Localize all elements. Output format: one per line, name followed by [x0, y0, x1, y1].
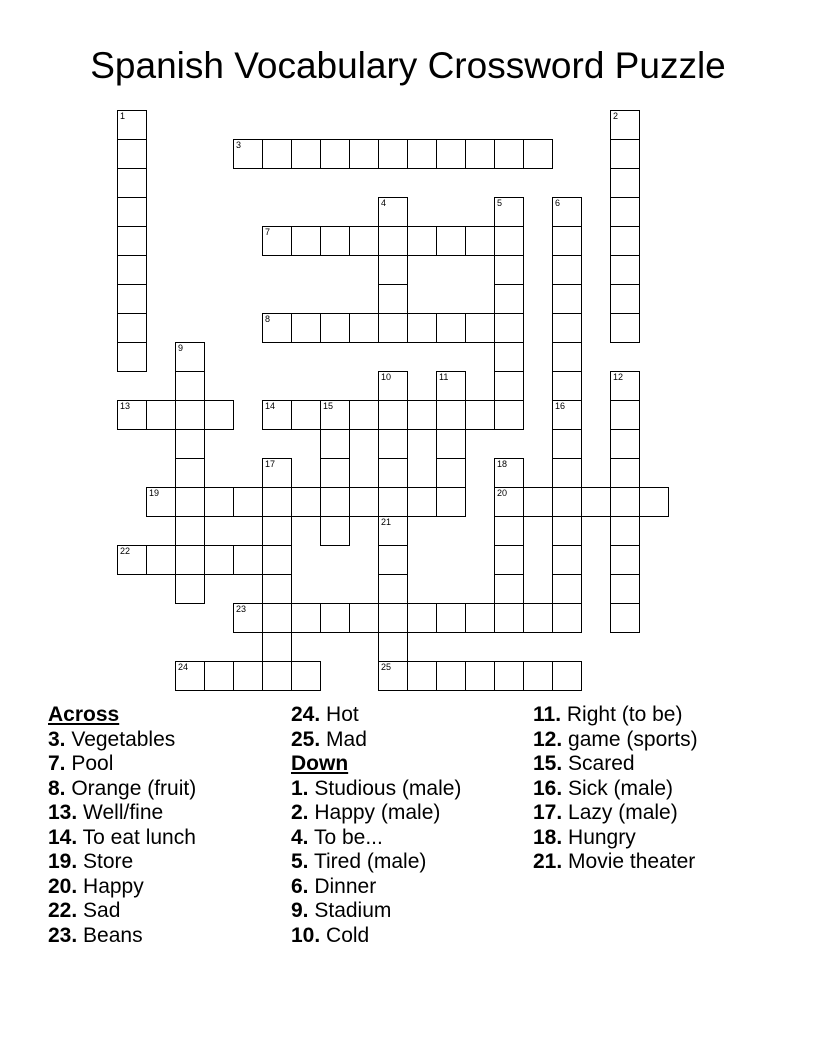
clue-item — [291, 875, 461, 900]
clue-item — [533, 826, 698, 851]
grid-cell[interactable] — [378, 603, 408, 633]
grid-cell[interactable] — [175, 487, 205, 517]
clue-item — [291, 703, 461, 728]
grid-cell[interactable] — [523, 487, 553, 517]
grid-cell[interactable] — [262, 226, 292, 256]
grid-cell[interactable] — [291, 603, 321, 633]
grid-cell[interactable] — [175, 342, 205, 372]
grid-cell[interactable] — [552, 284, 582, 314]
grid-cell[interactable] — [349, 139, 379, 169]
clues-column-1 — [48, 703, 196, 948]
clue-item — [533, 850, 698, 875]
clue-item — [48, 752, 196, 777]
cell-number: 21 — [381, 517, 392, 527]
grid-cell[interactable] — [610, 400, 640, 430]
cell-number: 22 — [120, 546, 131, 556]
clue-text: Sad — [77, 899, 121, 922]
grid-cell[interactable] — [117, 400, 147, 430]
grid-cell[interactable] — [552, 429, 582, 459]
grid-cell[interactable] — [494, 458, 524, 488]
cell-number: 4 — [381, 198, 387, 208]
grid-cell[interactable] — [465, 661, 495, 691]
grid-cell[interactable] — [378, 458, 408, 488]
grid-cell[interactable] — [407, 226, 437, 256]
grid-cell[interactable] — [117, 545, 147, 575]
grid-cell[interactable] — [494, 313, 524, 343]
grid-cell[interactable] — [610, 516, 640, 546]
clue-item — [533, 752, 698, 777]
clue-number: 25. — [291, 727, 321, 751]
grid-cell[interactable] — [610, 255, 640, 285]
grid-cell[interactable] — [233, 603, 263, 633]
grid-cell[interactable] — [262, 516, 292, 546]
grid-cell[interactable] — [233, 545, 263, 575]
cell-number: 20 — [497, 488, 508, 498]
grid-cell[interactable] — [117, 110, 147, 140]
grid-cell[interactable] — [175, 371, 205, 401]
grid-cell[interactable] — [233, 661, 263, 691]
puzzle-title: Spanish Vocabulary Crossword Puzzle — [90, 45, 726, 86]
grid-cell[interactable] — [378, 574, 408, 604]
grid-cell[interactable] — [552, 197, 582, 227]
clue-number: 18. — [533, 825, 563, 849]
grid-cell[interactable] — [436, 603, 466, 633]
clue-item — [533, 801, 698, 826]
grid-cell[interactable] — [552, 226, 582, 256]
grid-cell[interactable] — [407, 487, 437, 517]
clue-text: Happy (male) — [308, 801, 441, 824]
clue-item — [48, 777, 196, 802]
grid-cell[interactable] — [378, 400, 408, 430]
grid-cell[interactable] — [610, 284, 640, 314]
grid-cell[interactable] — [436, 400, 466, 430]
grid-cell[interactable] — [610, 313, 640, 343]
grid-cell[interactable] — [436, 661, 466, 691]
grid-cell[interactable] — [175, 458, 205, 488]
grid-cell[interactable] — [320, 139, 350, 169]
grid-cell[interactable] — [349, 487, 379, 517]
clue-item — [291, 801, 461, 826]
grid-cell[interactable] — [610, 574, 640, 604]
grid-cell[interactable] — [465, 603, 495, 633]
grid-cell[interactable] — [262, 545, 292, 575]
clue-text: Vegetables — [65, 727, 176, 751]
clue-text: Happy — [77, 874, 144, 898]
clue-number: 16. — [533, 776, 563, 800]
grid-cell[interactable] — [552, 313, 582, 343]
clue-text: Studious (male) — [308, 776, 462, 800]
grid-cell[interactable] — [378, 516, 408, 546]
clue-item — [291, 850, 461, 875]
grid-cell[interactable] — [349, 400, 379, 430]
grid-cell[interactable] — [552, 371, 582, 401]
grid-cell[interactable] — [175, 400, 205, 430]
clue-text: Lazy (male) — [562, 801, 678, 824]
clue-text: Pool — [65, 752, 114, 775]
clue-number: 7. — [48, 752, 66, 775]
cell-number: 19 — [149, 488, 160, 498]
grid-cell[interactable] — [494, 545, 524, 575]
grid-cell[interactable] — [523, 661, 553, 691]
clue-number: 23. — [48, 923, 78, 947]
grid-cell[interactable] — [204, 545, 234, 575]
grid-cell[interactable] — [291, 487, 321, 517]
grid-cell[interactable] — [378, 371, 408, 401]
cell-number: 25 — [381, 662, 392, 672]
clue-item — [291, 899, 461, 924]
grid-cell[interactable] — [552, 545, 582, 575]
clue-number: 3. — [48, 727, 66, 751]
grid-cell[interactable] — [378, 545, 408, 575]
grid-cell[interactable] — [407, 313, 437, 343]
clue-text: game (sports) — [562, 727, 698, 751]
cell-number: 6 — [555, 198, 561, 208]
grid-cell[interactable] — [320, 226, 350, 256]
grid-cell[interactable] — [494, 284, 524, 314]
grid-cell[interactable] — [494, 255, 524, 285]
grid-cell[interactable] — [204, 661, 234, 691]
clue-number: 14. — [48, 825, 78, 849]
clue-item — [48, 850, 196, 875]
clue-number: 4. — [291, 825, 309, 849]
grid-cell[interactable] — [262, 661, 292, 691]
clue-item — [533, 703, 698, 728]
cell-number: 8 — [265, 314, 271, 324]
clue-text: Store — [77, 850, 134, 873]
clue-text: Scared — [562, 752, 635, 775]
grid-cell[interactable] — [378, 661, 408, 691]
clue-number: 17. — [533, 801, 563, 824]
clue-text: Sick (male) — [562, 776, 674, 800]
grid-cell[interactable] — [117, 313, 147, 343]
cell-number: 24 — [178, 662, 189, 672]
grid-cell[interactable] — [291, 313, 321, 343]
cell-number: 14 — [265, 401, 276, 411]
grid-cell[interactable] — [436, 313, 466, 343]
clue-item — [291, 826, 461, 851]
cell-number: 7 — [265, 227, 271, 237]
grid-cell[interactable] — [494, 342, 524, 372]
grid-cell[interactable] — [349, 226, 379, 256]
grid-cell[interactable] — [262, 487, 292, 517]
clue-item — [48, 875, 196, 900]
clue-text: Movie theater — [562, 850, 696, 873]
clue-text: To eat lunch — [77, 825, 196, 849]
cell-number: 9 — [178, 343, 184, 353]
cell-number: 23 — [236, 604, 247, 614]
grid-cell[interactable] — [610, 371, 640, 401]
clue-text: Cold — [320, 923, 370, 947]
grid-cell[interactable] — [175, 429, 205, 459]
cell-number: 16 — [555, 401, 566, 411]
grid-cell[interactable] — [175, 545, 205, 575]
grid-cell[interactable] — [552, 574, 582, 604]
clue-number: 8. — [48, 776, 66, 800]
clue-item — [291, 728, 461, 753]
clue-text: Beans — [77, 923, 143, 947]
clue-number: 24. — [291, 703, 321, 726]
clue-item — [533, 728, 698, 753]
clue-text: Tired (male) — [308, 850, 427, 873]
cell-number: 2 — [613, 111, 619, 121]
grid-cell[interactable] — [378, 255, 408, 285]
grid-cell[interactable] — [407, 661, 437, 691]
grid-cell[interactable] — [262, 400, 292, 430]
grid-cell[interactable] — [523, 139, 553, 169]
clue-item — [291, 777, 461, 802]
grid-cell[interactable] — [407, 603, 437, 633]
cell-number: 1 — [120, 111, 126, 121]
grid-cell[interactable] — [610, 226, 640, 256]
clue-text: To be... — [308, 825, 383, 849]
clue-number: 12. — [533, 727, 563, 751]
grid-cell[interactable] — [378, 284, 408, 314]
grid-cell[interactable] — [320, 400, 350, 430]
clue-number: 21. — [533, 850, 563, 873]
grid-cell[interactable] — [523, 603, 553, 633]
grid-cell[interactable] — [378, 139, 408, 169]
clue-number: 19. — [48, 850, 78, 873]
grid-cell[interactable] — [262, 574, 292, 604]
clue-number: 10. — [291, 923, 321, 947]
clues-column-2 — [291, 703, 461, 948]
clue-text: Hungry — [562, 825, 636, 849]
grid-cell[interactable] — [494, 371, 524, 401]
grid-cell[interactable] — [610, 168, 640, 198]
clue-text: Mad — [320, 727, 367, 751]
grid-cell[interactable] — [610, 603, 640, 633]
grid-cell[interactable] — [146, 545, 176, 575]
grid-cell[interactable] — [349, 313, 379, 343]
cell-number: 17 — [265, 459, 276, 469]
grid-cell[interactable] — [494, 516, 524, 546]
grid-cell[interactable] — [552, 400, 582, 430]
grid-cell[interactable] — [552, 516, 582, 546]
clue-text: Stadium — [308, 899, 392, 922]
grid-cell[interactable] — [436, 487, 466, 517]
clue-item — [291, 924, 461, 949]
grid-cell[interactable] — [117, 197, 147, 227]
clue-text: Hot — [320, 703, 359, 726]
grid-cell[interactable] — [233, 487, 263, 517]
grid-cell[interactable] — [581, 487, 611, 517]
clue-number: 6. — [291, 874, 309, 898]
clue-number: 15. — [533, 752, 563, 775]
grid-cell[interactable] — [262, 313, 292, 343]
grid-cell[interactable] — [262, 603, 292, 633]
grid-cell[interactable] — [320, 603, 350, 633]
grid-cell[interactable] — [494, 603, 524, 633]
clue-number: 9. — [291, 899, 309, 922]
grid-cell[interactable] — [291, 139, 321, 169]
grid-cell[interactable] — [610, 545, 640, 575]
grid-cell[interactable] — [436, 371, 466, 401]
grid-cell[interactable] — [378, 487, 408, 517]
grid-cell[interactable] — [610, 487, 640, 517]
grid-cell[interactable] — [494, 400, 524, 430]
grid-cell[interactable] — [494, 197, 524, 227]
grid-cell[interactable] — [378, 313, 408, 343]
clue-number: 22. — [48, 899, 78, 922]
clues-column-3 — [533, 703, 698, 875]
grid-cell[interactable] — [175, 574, 205, 604]
clue-item — [48, 826, 196, 851]
grid-cell[interactable] — [465, 400, 495, 430]
grid-cell[interactable] — [436, 226, 466, 256]
clue-item — [48, 801, 196, 826]
grid-cell[interactable] — [262, 139, 292, 169]
grid-cell[interactable] — [465, 313, 495, 343]
grid-cell[interactable] — [552, 342, 582, 372]
clue-item — [48, 924, 196, 949]
grid-cell[interactable] — [320, 458, 350, 488]
grid-cell[interactable] — [349, 603, 379, 633]
clue-number: 2. — [291, 801, 309, 824]
grid-cell[interactable] — [117, 342, 147, 372]
grid-cell[interactable] — [494, 574, 524, 604]
grid-cell[interactable] — [175, 516, 205, 546]
clue-item — [48, 899, 196, 924]
clue-text: Dinner — [308, 874, 377, 898]
cell-number: 11 — [439, 372, 449, 382]
grid-cell[interactable] — [552, 661, 582, 691]
cell-number: 3 — [236, 140, 242, 150]
grid-cell[interactable] — [436, 458, 466, 488]
clue-number: 13. — [48, 801, 78, 824]
grid-cell[interactable] — [465, 139, 495, 169]
cell-number: 13 — [120, 401, 131, 411]
grid-cell[interactable] — [407, 139, 437, 169]
clue-text: Right (to be) — [561, 703, 683, 726]
grid-cell[interactable] — [233, 139, 263, 169]
clue-section-heading: Across — [48, 703, 120, 726]
grid-cell[interactable] — [291, 661, 321, 691]
grid-cell[interactable] — [175, 661, 205, 691]
grid-cell[interactable] — [320, 487, 350, 517]
clue-number: 5. — [291, 850, 309, 873]
grid-cell[interactable] — [146, 400, 176, 430]
grid-cell[interactable] — [117, 255, 147, 285]
grid-cell[interactable] — [610, 429, 640, 459]
grid-cell[interactable] — [378, 429, 408, 459]
grid-cell[interactable] — [320, 313, 350, 343]
clue-item — [48, 728, 196, 753]
grid-cell[interactable] — [117, 284, 147, 314]
grid-cell[interactable] — [262, 458, 292, 488]
grid-cell[interactable] — [552, 487, 582, 517]
grid-cell[interactable] — [552, 603, 582, 633]
grid-cell[interactable] — [204, 400, 234, 430]
grid-cell[interactable] — [436, 429, 466, 459]
grid-cell[interactable] — [610, 197, 640, 227]
grid-cell[interactable] — [610, 110, 640, 140]
cell-number: 18 — [497, 459, 508, 469]
grid-cell[interactable] — [407, 400, 437, 430]
grid-cell[interactable] — [378, 197, 408, 227]
grid-cell[interactable] — [291, 226, 321, 256]
grid-cell[interactable] — [552, 255, 582, 285]
clue-item — [533, 777, 698, 802]
grid-cell[interactable] — [320, 429, 350, 459]
cell-number: 15 — [323, 401, 334, 411]
clue-number: 1. — [291, 776, 309, 800]
grid-cell[interactable] — [610, 139, 640, 169]
grid-cell[interactable] — [117, 139, 147, 169]
grid-cell[interactable] — [494, 139, 524, 169]
grid-cell[interactable] — [378, 226, 408, 256]
grid-cell[interactable] — [378, 632, 408, 662]
clue-section-heading: Down — [291, 752, 349, 775]
cell-number: 12 — [613, 372, 624, 382]
clue-text: Orange (fruit) — [65, 776, 197, 800]
grid-cell[interactable] — [291, 400, 321, 430]
cell-number: 10 — [381, 372, 392, 382]
clue-number: 11. — [533, 703, 562, 726]
grid-cell[interactable] — [494, 226, 524, 256]
grid-cell[interactable] — [146, 487, 176, 517]
cell-number: 5 — [497, 198, 503, 208]
grid-cell[interactable] — [117, 226, 147, 256]
grid-cell[interactable] — [204, 487, 234, 517]
grid-cell[interactable] — [494, 487, 524, 517]
grid-cell[interactable] — [552, 458, 582, 488]
grid-cell[interactable] — [117, 168, 147, 198]
grid-cell[interactable] — [436, 139, 466, 169]
clue-text: Well/fine — [77, 801, 164, 824]
grid-cell[interactable] — [494, 661, 524, 691]
grid-cell[interactable] — [465, 226, 495, 256]
grid-cell[interactable] — [639, 487, 669, 517]
grid-cell[interactable] — [320, 516, 350, 546]
clue-number: 20. — [48, 874, 78, 898]
grid-cell[interactable] — [610, 458, 640, 488]
grid-cell[interactable] — [262, 632, 292, 662]
